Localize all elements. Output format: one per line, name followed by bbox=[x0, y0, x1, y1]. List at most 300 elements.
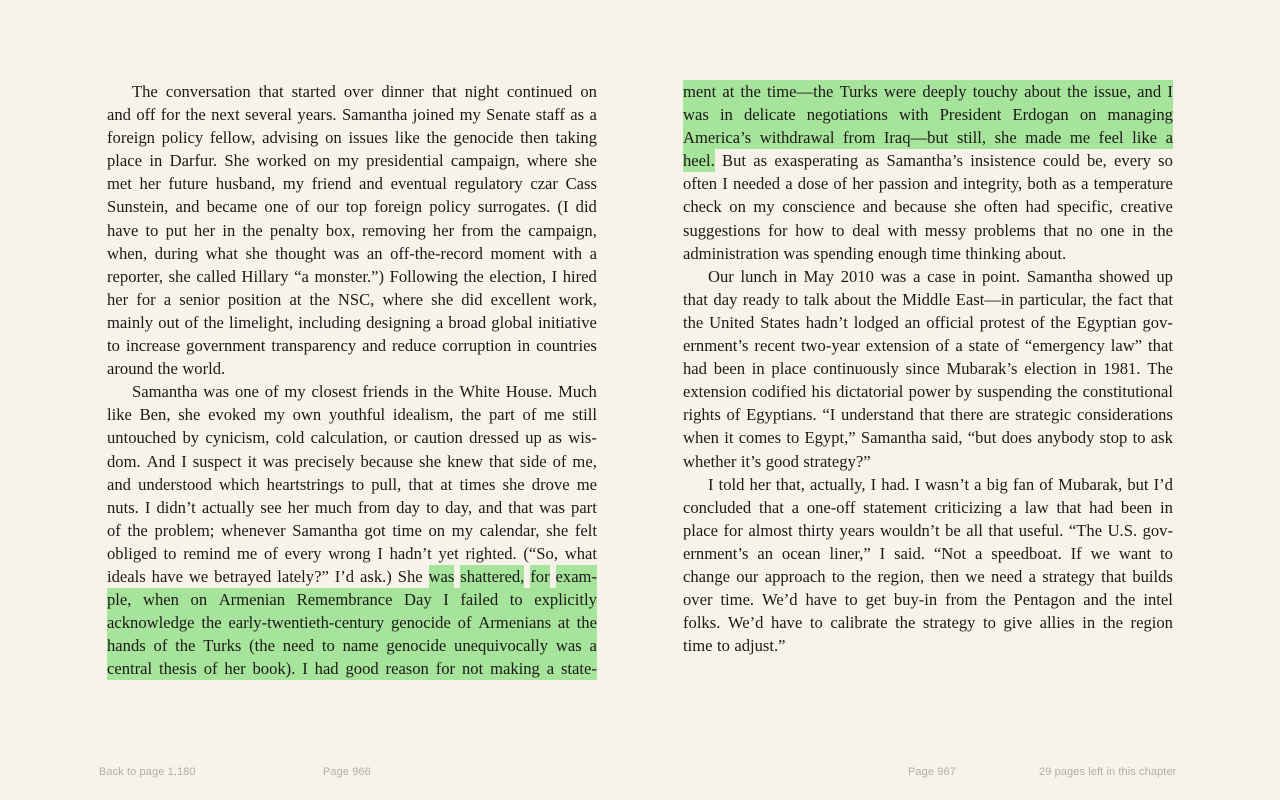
word: one bbox=[234, 382, 259, 402]
word: day, bbox=[445, 497, 473, 517]
word: position bbox=[227, 289, 282, 309]
word: and bbox=[358, 174, 383, 194]
word: presidential bbox=[366, 151, 444, 171]
word: hadn’t bbox=[389, 543, 432, 563]
word: both bbox=[1027, 174, 1057, 194]
word: joined bbox=[412, 105, 455, 125]
word: part bbox=[571, 497, 597, 517]
word: the bbox=[1115, 590, 1136, 610]
word: the bbox=[426, 128, 447, 148]
word: where bbox=[382, 289, 423, 309]
word: said, bbox=[931, 428, 963, 448]
text-line bbox=[683, 311, 1173, 334]
word: anybody bbox=[1037, 428, 1095, 448]
word: campaign, bbox=[450, 151, 520, 171]
word: codified bbox=[751, 382, 807, 402]
word: I bbox=[708, 474, 714, 494]
word: need bbox=[282, 636, 315, 656]
word: the bbox=[242, 220, 263, 240]
text-line bbox=[683, 611, 1173, 634]
word: of bbox=[107, 520, 121, 540]
word: the bbox=[576, 613, 597, 633]
word: of bbox=[264, 543, 278, 563]
text-line bbox=[683, 565, 1173, 588]
word: was bbox=[783, 243, 810, 263]
word: in bbox=[517, 336, 531, 356]
word: was bbox=[539, 497, 565, 517]
word: 1981. bbox=[1103, 359, 1141, 379]
word: negotiations bbox=[806, 105, 888, 125]
word: of bbox=[1039, 474, 1054, 494]
text-line bbox=[107, 588, 597, 611]
word: of bbox=[184, 312, 199, 332]
word: dressed bbox=[469, 428, 519, 448]
word: pull, bbox=[371, 474, 402, 494]
word: stop bbox=[1099, 428, 1128, 448]
word: box, bbox=[325, 220, 355, 240]
text-line bbox=[107, 149, 597, 172]
word: allies bbox=[1039, 613, 1075, 633]
word: to bbox=[785, 289, 799, 309]
word: the bbox=[683, 312, 704, 332]
word: election bbox=[1024, 359, 1077, 379]
word: was bbox=[262, 451, 289, 471]
word: broad bbox=[448, 312, 487, 332]
word: hands bbox=[107, 636, 146, 656]
word: dose bbox=[797, 174, 829, 194]
text-line bbox=[107, 426, 597, 449]
word: at bbox=[722, 82, 735, 101]
word: the bbox=[175, 636, 196, 656]
word: when, bbox=[107, 243, 148, 263]
word: at bbox=[289, 289, 302, 309]
word: May bbox=[803, 266, 835, 286]
word: Pentagon bbox=[1013, 590, 1076, 610]
word: “emergency bbox=[1024, 336, 1105, 356]
word: (I bbox=[557, 197, 569, 217]
word: hired bbox=[562, 266, 597, 286]
word: where bbox=[526, 151, 568, 171]
word: of bbox=[522, 405, 537, 425]
word: that bbox=[258, 82, 284, 101]
word: I’d bbox=[334, 566, 355, 586]
word: the bbox=[185, 105, 206, 125]
word: had bbox=[683, 359, 707, 379]
word: as bbox=[548, 428, 562, 448]
word: United bbox=[709, 312, 755, 332]
word: comes bbox=[738, 428, 782, 448]
word: taking bbox=[555, 128, 597, 148]
text-line bbox=[683, 426, 1173, 449]
word: ernment’s bbox=[683, 336, 749, 356]
word: Remembrance bbox=[296, 590, 393, 610]
word: I bbox=[443, 590, 449, 610]
word: the bbox=[463, 266, 484, 286]
word: delicate bbox=[743, 105, 796, 125]
word: approach bbox=[764, 566, 826, 586]
word: a bbox=[1028, 566, 1036, 586]
word: power bbox=[908, 382, 951, 402]
word: be, bbox=[1087, 151, 1107, 171]
word: an bbox=[366, 243, 383, 263]
word: place bbox=[771, 359, 807, 379]
word: knew bbox=[447, 451, 484, 471]
word: Iraq—but bbox=[883, 128, 949, 148]
word: global bbox=[491, 312, 533, 332]
word: Turks bbox=[839, 82, 878, 101]
word: the bbox=[157, 359, 178, 379]
word: needed bbox=[733, 174, 781, 194]
word: over bbox=[683, 590, 713, 610]
word: early-twentieth-century bbox=[228, 613, 385, 633]
word: to bbox=[107, 336, 120, 356]
word: ask bbox=[1150, 428, 1173, 448]
word: ocean bbox=[781, 543, 821, 563]
word: on bbox=[580, 82, 597, 101]
word: for bbox=[160, 105, 181, 125]
word: got bbox=[364, 520, 386, 540]
word: to bbox=[716, 636, 730, 656]
word: Egyptians. bbox=[746, 405, 817, 425]
word: on bbox=[729, 197, 746, 217]
word: betrayed bbox=[214, 566, 272, 586]
word: of bbox=[153, 636, 168, 656]
right-page-text[interactable] bbox=[683, 80, 1173, 657]
word: thinking bbox=[965, 243, 1021, 263]
word: Erdogan bbox=[1012, 105, 1069, 125]
word: administration bbox=[683, 243, 779, 263]
word: Armenians bbox=[478, 613, 552, 633]
word: have bbox=[151, 566, 183, 586]
word: with bbox=[887, 220, 918, 240]
word: calibrate bbox=[830, 613, 888, 633]
word: region, bbox=[877, 566, 925, 586]
word: want bbox=[1118, 543, 1152, 563]
word: then bbox=[520, 128, 549, 148]
word: she bbox=[168, 266, 191, 286]
word: state bbox=[968, 336, 1000, 356]
text-line bbox=[683, 149, 1173, 172]
word: off bbox=[136, 105, 156, 125]
text-line bbox=[683, 219, 1173, 242]
word: her bbox=[852, 174, 874, 194]
word: in bbox=[1160, 497, 1173, 517]
word: that bbox=[489, 451, 514, 471]
word: the bbox=[740, 82, 761, 101]
word: I bbox=[302, 659, 308, 679]
word: the bbox=[895, 613, 916, 633]
word: suspending bbox=[977, 382, 1052, 402]
word: Samantha bbox=[1026, 266, 1093, 286]
word: and bbox=[1137, 82, 1162, 101]
word: that bbox=[408, 474, 434, 494]
word: monster.”) bbox=[314, 266, 385, 286]
word: as bbox=[753, 151, 768, 171]
word: strategy?” bbox=[803, 451, 871, 471]
word: since bbox=[905, 359, 940, 379]
word: in bbox=[719, 105, 733, 125]
word: at bbox=[440, 474, 453, 494]
word: so bbox=[1158, 151, 1173, 171]
word: U.S. bbox=[1107, 520, 1138, 540]
word: to bbox=[1160, 543, 1173, 563]
word: for bbox=[723, 520, 743, 540]
word: she bbox=[418, 451, 442, 471]
word: corruption bbox=[442, 336, 512, 356]
word: around bbox=[107, 359, 154, 379]
word: genocide bbox=[453, 128, 514, 148]
word: in bbox=[414, 382, 428, 402]
word: one bbox=[264, 197, 289, 217]
word: like bbox=[394, 128, 420, 148]
text-line bbox=[683, 103, 1173, 126]
word: like bbox=[1132, 128, 1158, 148]
word: on bbox=[190, 590, 208, 610]
word: one bbox=[1100, 220, 1125, 240]
word: hadn’t bbox=[805, 312, 848, 332]
word: understood bbox=[138, 474, 212, 494]
word: suspect bbox=[192, 451, 242, 471]
text-line bbox=[683, 357, 1173, 380]
word: spending bbox=[813, 243, 874, 263]
word: Samantha bbox=[132, 382, 198, 402]
word: designing bbox=[366, 312, 431, 332]
word: withdrawal bbox=[759, 128, 835, 148]
word: in bbox=[149, 151, 163, 171]
word: fellow, bbox=[209, 128, 256, 148]
word: in bbox=[1082, 613, 1096, 633]
text-line bbox=[107, 473, 597, 496]
word: of bbox=[726, 405, 741, 425]
word: obliged bbox=[107, 543, 157, 563]
text-line bbox=[107, 103, 597, 126]
word: and bbox=[362, 336, 387, 356]
word: recent bbox=[754, 336, 795, 356]
text-line bbox=[683, 634, 1173, 657]
word: and bbox=[107, 474, 131, 494]
word: from bbox=[945, 590, 978, 610]
word: cold bbox=[275, 428, 305, 448]
word: that bbox=[758, 497, 784, 517]
word: integrity, bbox=[962, 174, 1023, 194]
word: to bbox=[321, 636, 335, 656]
word: of bbox=[457, 613, 472, 633]
word: need bbox=[991, 566, 1023, 586]
word: strategy bbox=[1042, 566, 1095, 586]
word: as bbox=[570, 105, 585, 125]
word: liner,” bbox=[829, 543, 871, 563]
word: my bbox=[451, 520, 473, 540]
word: said. bbox=[894, 543, 925, 563]
word: understand bbox=[841, 405, 914, 425]
word: she bbox=[245, 243, 268, 263]
word: Egypt,” bbox=[804, 428, 856, 448]
word: region bbox=[1130, 613, 1173, 633]
word: deal bbox=[852, 220, 880, 240]
word: East—in bbox=[955, 289, 1014, 309]
word: could bbox=[1042, 151, 1080, 171]
word: and bbox=[862, 197, 887, 217]
word: I’d bbox=[1153, 474, 1173, 494]
word: didn’t bbox=[156, 497, 196, 517]
word: an bbox=[904, 312, 921, 332]
word: because bbox=[360, 451, 413, 471]
word: Our bbox=[708, 266, 734, 286]
word: all bbox=[966, 520, 983, 540]
word: had bbox=[1025, 197, 1050, 217]
word: own bbox=[292, 405, 322, 425]
word: much bbox=[314, 497, 352, 517]
word: time—the bbox=[767, 82, 834, 101]
word: to bbox=[786, 428, 800, 448]
word: that bbox=[1056, 497, 1082, 517]
word: Middle bbox=[902, 289, 951, 309]
word: her bbox=[107, 289, 129, 309]
word: friend bbox=[311, 174, 352, 194]
word: work, bbox=[558, 289, 597, 309]
word: unequivocally bbox=[454, 636, 549, 656]
word: wouldn’t bbox=[880, 520, 940, 540]
word: Samantha bbox=[860, 428, 927, 448]
word: because bbox=[894, 197, 947, 217]
word: the bbox=[1067, 82, 1088, 101]
word: surrogates. bbox=[477, 197, 551, 217]
word: staff bbox=[535, 105, 565, 125]
word: dinner bbox=[381, 82, 424, 101]
word: time. bbox=[720, 590, 755, 610]
word: a bbox=[1009, 497, 1017, 517]
word: that bbox=[919, 405, 945, 425]
word: place bbox=[107, 151, 143, 171]
text-line bbox=[683, 542, 1173, 565]
word: on bbox=[428, 520, 446, 540]
word: her bbox=[139, 174, 161, 194]
word: enough bbox=[878, 243, 927, 263]
text-line bbox=[107, 242, 597, 265]
word: “I bbox=[822, 405, 836, 425]
back-to-page-link[interactable]: Back to page 1,180 bbox=[99, 766, 196, 778]
text-line bbox=[107, 380, 597, 403]
word: Mubarak’s bbox=[946, 359, 1018, 379]
word: worked bbox=[256, 151, 307, 171]
word: called bbox=[196, 266, 236, 286]
word: her bbox=[287, 497, 309, 517]
word: with bbox=[552, 243, 583, 263]
word: thesis bbox=[159, 659, 197, 679]
word: adjust.” bbox=[734, 636, 786, 656]
word: from bbox=[843, 128, 876, 148]
word: and bbox=[933, 174, 958, 194]
word: get bbox=[865, 590, 886, 610]
left-page-text[interactable] bbox=[107, 80, 597, 680]
word: a bbox=[913, 266, 921, 286]
word: extension bbox=[865, 336, 930, 356]
word: a bbox=[546, 659, 555, 679]
word: of bbox=[295, 197, 310, 217]
word: in bbox=[962, 266, 976, 286]
word: our bbox=[736, 566, 759, 586]
text-line bbox=[107, 334, 597, 357]
word: a bbox=[589, 243, 597, 263]
word: dictatorial bbox=[836, 382, 904, 402]
word: yet bbox=[438, 543, 459, 563]
word: making bbox=[490, 659, 540, 679]
word: have bbox=[805, 590, 837, 610]
word: we bbox=[965, 566, 985, 586]
word: for bbox=[136, 289, 156, 309]
text-line bbox=[683, 288, 1173, 311]
word: time bbox=[931, 243, 961, 263]
word: continued bbox=[506, 82, 573, 101]
word: the bbox=[1102, 613, 1123, 633]
word: but bbox=[1127, 474, 1149, 494]
word: are bbox=[989, 405, 1010, 425]
word: she bbox=[546, 520, 569, 540]
word: to bbox=[831, 566, 845, 586]
word: reporter, bbox=[107, 266, 163, 286]
word: or bbox=[393, 428, 408, 448]
word: foreign bbox=[107, 128, 155, 148]
word: concluded bbox=[683, 497, 752, 517]
word: I bbox=[914, 474, 921, 494]
word: was bbox=[333, 243, 360, 263]
word: calculation, bbox=[310, 428, 388, 448]
word: she bbox=[502, 474, 525, 494]
word: “Not bbox=[933, 543, 967, 563]
word: off-the-record bbox=[390, 243, 483, 263]
text-line bbox=[107, 265, 597, 288]
word: ple, bbox=[107, 590, 132, 610]
word: continuously bbox=[813, 359, 899, 379]
word: wis- bbox=[568, 428, 597, 448]
word: a bbox=[791, 497, 800, 517]
word: Mubarak, bbox=[1058, 474, 1123, 494]
word: Cass bbox=[565, 174, 597, 194]
word: for bbox=[435, 659, 456, 679]
word: moment bbox=[490, 243, 545, 263]
word: buy-in bbox=[893, 590, 938, 610]
word: I bbox=[181, 451, 187, 471]
word: when bbox=[683, 428, 719, 448]
word: did bbox=[461, 289, 483, 309]
word: the bbox=[1050, 312, 1071, 332]
word: czar bbox=[530, 174, 558, 194]
word: advising bbox=[262, 128, 319, 148]
word: the bbox=[433, 382, 454, 402]
word: policy bbox=[161, 128, 204, 148]
word: one-off bbox=[806, 497, 856, 517]
word: no bbox=[1076, 220, 1093, 240]
word: me bbox=[236, 543, 258, 563]
highlighted-word: shattered, bbox=[460, 565, 524, 588]
word: remind bbox=[183, 543, 231, 563]
word: big bbox=[986, 474, 1008, 494]
word: extension bbox=[683, 382, 747, 402]
word: she bbox=[431, 289, 454, 309]
word: a bbox=[974, 474, 982, 494]
word: how bbox=[795, 220, 824, 240]
word: transparency bbox=[271, 336, 357, 356]
word: Darfur. bbox=[169, 151, 218, 171]
word: she bbox=[954, 197, 977, 217]
word: good bbox=[765, 451, 799, 471]
word: as bbox=[865, 151, 880, 171]
word: place bbox=[683, 520, 719, 540]
word: the bbox=[876, 289, 897, 309]
word: of bbox=[833, 174, 848, 194]
word: her bbox=[193, 220, 216, 240]
word: top bbox=[345, 197, 368, 217]
